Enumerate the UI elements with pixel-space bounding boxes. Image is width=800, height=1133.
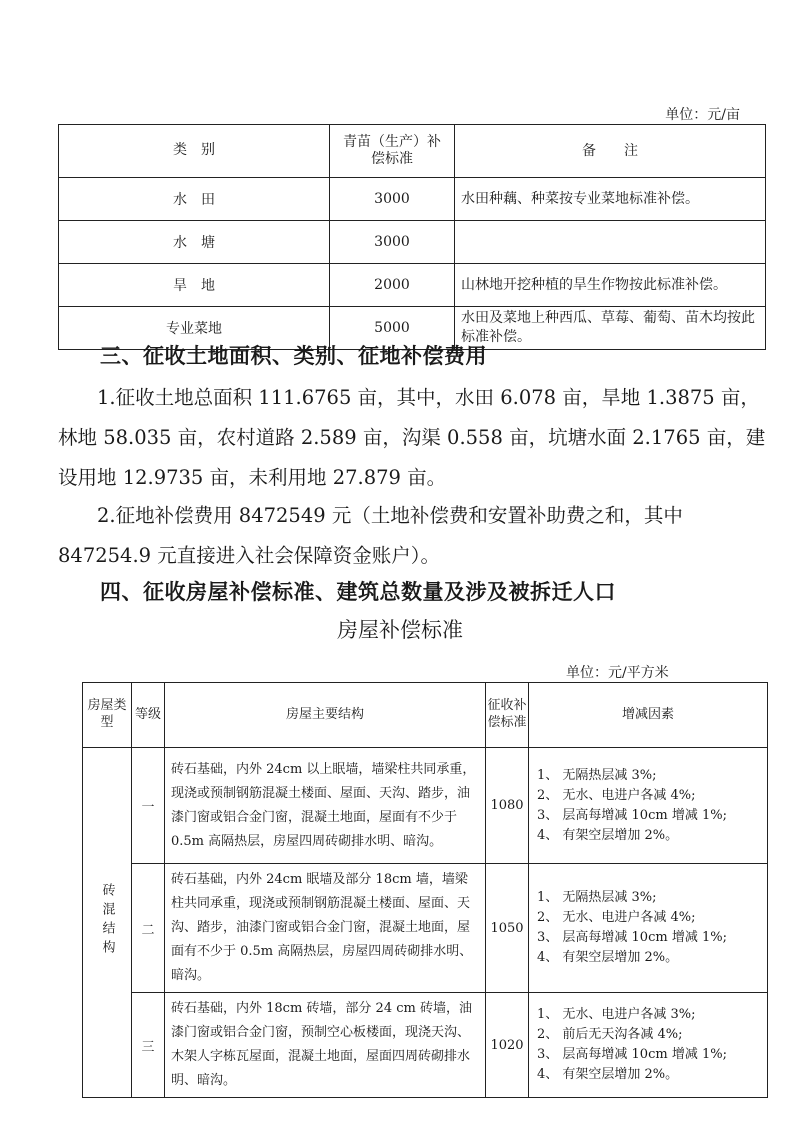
header-standard: 青苗（生产）补偿标准 [330, 125, 455, 178]
header-note: 备 注 [455, 125, 766, 178]
factor-item: 1、 无隔热层减 3%; [537, 890, 657, 905]
factor-item: 3、 层高每增减 10cm 增减 1%; [537, 1047, 727, 1062]
cell-note: 水田种藕、种菜按专业菜地标准补偿。 [455, 178, 766, 221]
header-factors: 增减因素 [529, 683, 768, 748]
cell-category: 专业菜地 [59, 307, 330, 350]
cell-factors [529, 864, 768, 993]
table-row [83, 748, 768, 864]
cell-factors [529, 993, 768, 1098]
section3-paragraph-1: 1.征收土地总面积 111.6765 亩，其中，水田 6.078 亩，旱地 1.3875 亩，林地 58.035 亩，农村道路 2.589 亩，沟渠 0.558 亩，坑塘水面 2.1765 亩，建设用地 12.9735 亩，未利用地 27.879 亩。 [58, 386, 766, 489]
cell-structure: 砖石基础，内外 18cm 砖墙，部分 24 cm 砖墙，油漆门窗或铝合金门窗，预制空心板楼面，现浇天沟、木架人字栋瓦屋面，混凝土地面，屋面四周砖砌排水明、暗沟。 [165, 993, 486, 1098]
cell-grade: 二 [132, 864, 165, 993]
cell-note: 水田及菜地上种西瓜、草莓、葡萄、苗木均按此标准补偿。 [455, 307, 766, 350]
table-row [59, 178, 766, 221]
header-standard: 征收补偿标准 [486, 683, 529, 748]
factor-item: 2、 无水、电进户各减 4%; [537, 910, 696, 925]
factor-item: 3、 层高每增减 10cm 增减 1%; [537, 807, 727, 823]
cell-standard: 1050 [486, 864, 529, 993]
header-category: 类 别 [59, 125, 330, 178]
table-row [83, 993, 768, 1098]
section4-heading: 四、征收房屋补偿标准、建筑总数量及涉及被拆迁人口 [100, 579, 616, 604]
cell-grade: 三 [132, 993, 165, 1098]
header-structure: 房屋主要结构 [165, 683, 486, 748]
factor-item: 2、 无水、电进户各减 4%; [537, 787, 696, 803]
header-house-type: 房屋类型 [83, 683, 132, 748]
cell-standard: 1020 [486, 993, 529, 1098]
table1-unit: 单位：元/亩 [665, 107, 740, 123]
factor-item: 4、 有架空层增加 2%。 [537, 827, 679, 843]
cell-standard: 2000 [330, 264, 455, 307]
table-row [59, 221, 766, 264]
house-compensation-table [82, 682, 768, 1098]
cell-note: 山林地开挖种植的旱生作物按此标准补偿。 [455, 264, 766, 307]
cell-standard: 3000 [330, 178, 455, 221]
factor-item: 4、 有架空层增加 2%。 [537, 1067, 679, 1082]
factor-item: 4、 有架空层增加 2%。 [537, 950, 679, 965]
table2-unit: 单位：元/平方米 [566, 665, 669, 681]
cell-note [455, 221, 766, 264]
cell-category: 旱 地 [59, 264, 330, 307]
factor-item: 1、 无水、电进户各减 3%; [537, 1007, 696, 1022]
cell-house-type [83, 748, 132, 1098]
factor-item: 1、 无隔热层减 3%; [537, 767, 657, 783]
cell-factors [529, 748, 768, 864]
factor-item: 3、 层高每增减 10cm 增减 1%; [537, 930, 727, 945]
cell-category: 水 塘 [59, 221, 330, 264]
section3-heading: 三、征收土地面积、类别、征地补偿费用 [100, 343, 487, 368]
cell-structure: 砖石基础，内外 24cm 眠墙及部分 18cm 墙，墙梁柱共同承重，现浇或预制钢筋混凝土楼面、屋面、天沟、踏步，油漆门窗或铝合金门窗，混凝土地面，屋面有不少于 0.5m 高隔热层，房屋四周砖砌排水明、暗沟。 [165, 864, 486, 993]
cell-standard: 5000 [330, 307, 455, 350]
table-row [83, 864, 768, 993]
table2-title: 房屋补偿标准 [337, 618, 463, 642]
header-grade: 等级 [132, 683, 165, 748]
cell-structure: 砖石基础，内外 24cm 以上眠墙，墙梁柱共同承重，现浇或预制钢筋混凝土楼面、屋面、天沟、踏步，油漆门窗或铝合金门窗，混凝土地面，屋面有不少于 0.5m 高隔热层，房屋四周砖砌排水明、暗沟。 [165, 748, 486, 864]
cell-standard: 1080 [486, 748, 529, 864]
table-row [59, 264, 766, 307]
house-type-label: 砖混结构 [99, 882, 115, 959]
cell-category: 水 田 [59, 178, 330, 221]
cell-grade: 一 [132, 748, 165, 864]
cell-standard: 3000 [330, 221, 455, 264]
section3-paragraph-2: 2.征地补偿费用 8472549 元（土地补偿费和安置补助费之和，其中 847254.9 元直接进入社会保障资金账户）。 [58, 504, 683, 567]
crop-compensation-table [58, 124, 766, 350]
factor-item: 2、 前后无天沟各减 4%; [537, 1027, 683, 1042]
